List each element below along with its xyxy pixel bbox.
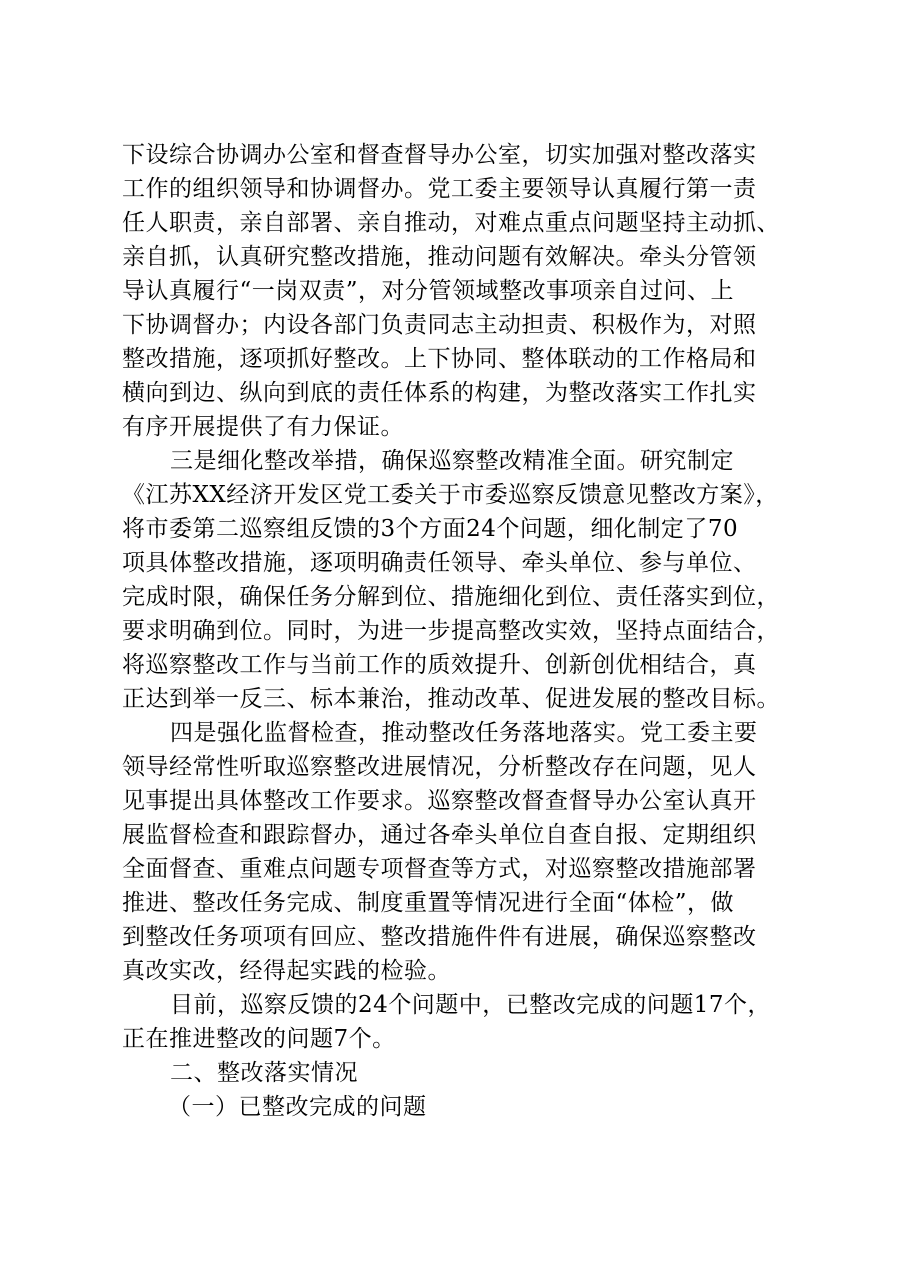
text-line: 四是强化监督检查，推动整改任务落地落实。党工委主要 (170, 720, 758, 746)
paragraph-supervision (122, 716, 802, 988)
text-line: 三是细化整改举措，确保巡察整改精准全面。研究制定 (170, 448, 734, 474)
text-line: 正在推进整改的问题7个。 (122, 1026, 396, 1052)
text-line: 全面督查、重难点问题专项督查等方式，对巡察整改措施部署 (122, 856, 757, 882)
subsection-heading: （一）已整改完成的问题 (168, 1094, 427, 1120)
section-heading: 二、整改落实情况 (170, 1060, 358, 1086)
text-line: 见事提出具体整改工作要求。巡察整改督查督导办公室认真开 (122, 788, 757, 814)
text-line: 下设综合协调办公室和督查督导办公室，切实加强对整改落实 (122, 142, 757, 168)
paragraph-responsibility-system (122, 138, 802, 444)
text-line: 任人职责，亲自部署、亲自推动，对难点重点问题坚持主动抓、 (122, 210, 780, 236)
text-line: 将市委第二巡察组反馈的3个方面24个问题，细化制定了70 (122, 516, 739, 542)
text-line: 工作的组织领导和协调督办。党工委主要领导认真履行第一责 (122, 176, 757, 202)
text-line: 真改实改，经得起实践的检验。 (122, 958, 451, 984)
text-line: 项具体整改措施，逐项明确责任领导、牵头单位、参与单位、 (122, 550, 757, 576)
text-line: 领导经常性听取巡察整改进展情况，分析整改存在问题，见人 (122, 754, 757, 780)
text-line: 《江苏XX经济开发区党工委关于市委巡察反馈意见整改方案》， (122, 482, 779, 508)
paragraph-current-status (122, 988, 802, 1056)
text-line: 正达到举一反三、标本兼治，推动改革、促进发展的整改目标。 (122, 686, 780, 712)
text-line: 要求明确到位。同时，为进一步提高整改实效，坚持点面结合， (122, 618, 780, 644)
text-line: 推进、整改任务完成、制度重置等情况进行全面“体检”，做 (122, 890, 735, 916)
text-line: 亲自抓，认真研究整改措施，推动问题有效解决。牵头分管领 (122, 244, 757, 270)
text-line: 展监督检查和跟踪督办，通过各牵头单位自查自报、定期组织 (122, 822, 757, 848)
text-line: 横向到边、纵向到底的责任体系的构建，为整改落实工作扎实 (122, 380, 757, 406)
document-body (122, 138, 802, 1124)
text-line: 到整改任务项项有回应、整改措施件件有进展，确保巡察整改 (122, 924, 757, 950)
text-line: 整改措施，逐项抓好整改。上下协同、整体联动的工作格局和 (122, 346, 757, 372)
text-line: 有序开展提供了有力保证。 (122, 414, 404, 440)
text-line: 完成时限，确保任务分解到位、措施细化到位、责任落实到位， (122, 584, 780, 610)
text-line: 目前，巡察反馈的24个问题中，已整改完成的问题17个， (170, 992, 772, 1018)
text-line: 导认真履行“一岗双责”，对分管领域整改事项亲自过问、上 (122, 278, 735, 304)
paragraph-refine-measures (122, 444, 802, 716)
text-line: 将巡察整改工作与当前工作的质效提升、创新创优相结合，真 (122, 652, 757, 678)
text-line: 下协调督办；内设各部门负责同志主动担责、积极作为，对照 (122, 312, 757, 338)
